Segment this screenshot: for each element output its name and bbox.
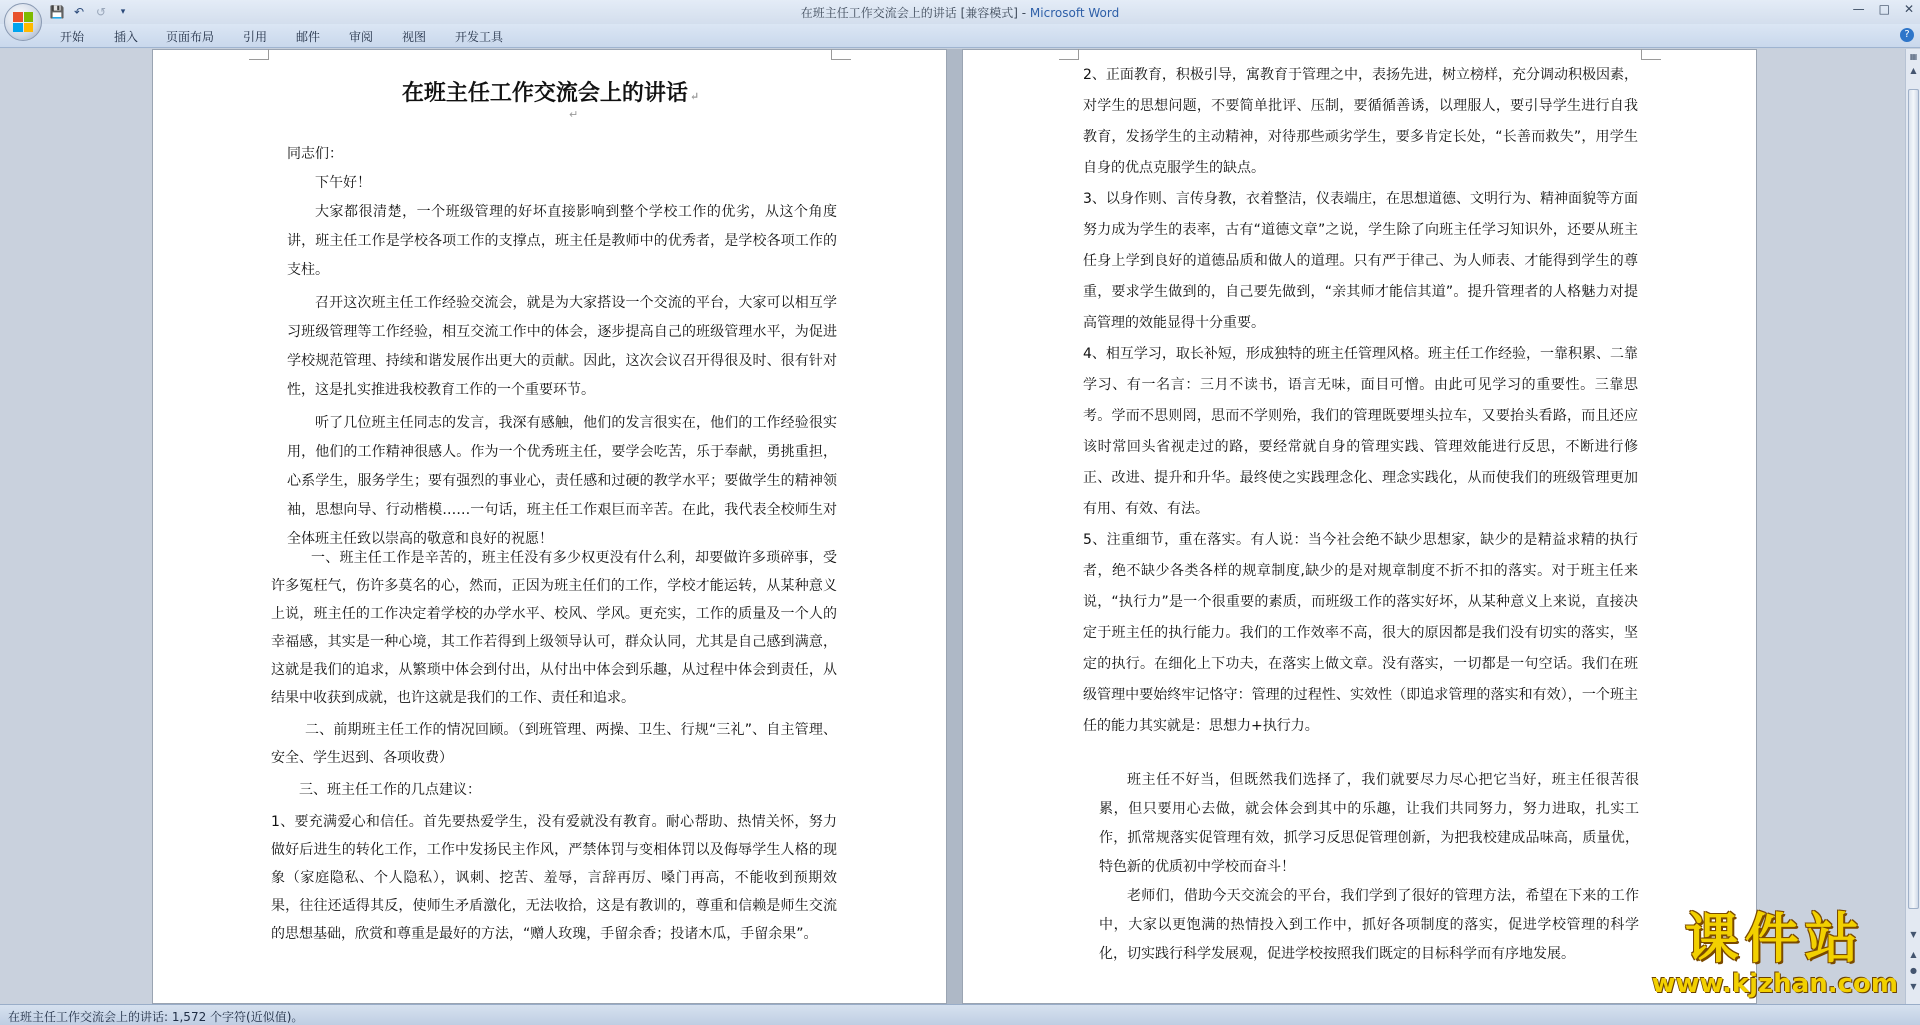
paragraph bbox=[1099, 766, 1639, 969]
document-area bbox=[0, 49, 1905, 1004]
maximize-icon[interactable]: □ bbox=[1878, 2, 1890, 16]
paragraph: 召开这次班主任工作经验交流会，就是为大家搭设一个交流的平台，大家可以相互学习班级管理等工作经验，相互交流工作中的体会，逐步提高自己的班级管理水平，为促进学校规范管理、持续和谐发展作出更大的贡献。因此，这次会议召开得很及时、很有针对性，这是扎实推进我校教育工作的一个重要环节。 bbox=[287, 295, 837, 398]
tab-view[interactable]: 视图 bbox=[402, 30, 427, 44]
title-bar bbox=[0, 0, 1920, 24]
dropdown-icon[interactable]: ▾ bbox=[120, 7, 126, 17]
section-two: 二、前期班主任工作的情况回顾。（到班管理、两操、卫生、行规“三礼”、自主管理、安全、学生迟到、各项收费） bbox=[271, 722, 837, 766]
page-gap bbox=[947, 49, 962, 1004]
office-logo-icon bbox=[13, 12, 33, 32]
window-title-app: Microsoft Word bbox=[1029, 6, 1120, 20]
section-three: 三、班主任工作的几点建议： bbox=[299, 782, 481, 798]
paragraph-mark: ↵ bbox=[689, 90, 700, 103]
scroll-up-icon[interactable]: ▲ bbox=[1910, 66, 1917, 75]
point-two: 2、正面教育，积极引导，寓教育于管理之中，表扬先进，树立榜样，充分调动积极因素，对学生的思想问题，不要简单批评、压制，要循循善诱，以理服人，要引导学生进行自我教育，发扬学生的主动精神，对待那些顽劣学生，要多肯定长处，“长善而救失”，用学生自身的优点克服学生的缺点。 bbox=[1083, 67, 1638, 176]
redo-icon[interactable]: ↺ bbox=[95, 5, 107, 19]
minimize-icon[interactable]: — bbox=[1852, 2, 1865, 16]
salutation: 同志们： bbox=[287, 146, 343, 162]
window-controls bbox=[1853, 2, 1914, 16]
ribbon-tabs bbox=[0, 24, 1920, 48]
status-bar bbox=[0, 1004, 1920, 1025]
crop-mark bbox=[249, 49, 269, 60]
tab-insert[interactable]: 插入 bbox=[114, 30, 139, 44]
paragraph: 听了几位班主任同志的发言，我深有感触，他们的发言很实在，他们的工作经验很实用，他们的工作精神很感人。作为一个优秀班主任，要学会吃苦，乐于奉献，勇挑重担，心系学生，服务学生；要有强烈的事业心，责任感和过硬的教学水平；要做学生的精神领袖，思想向导、行动楷模……一句话，班主任工作艰巨而辛苦。在此，我代表全校师生对全体班主任致以崇高的敬意和良好的祝愿！ bbox=[287, 415, 837, 547]
tab-developer[interactable]: 开发工具 bbox=[455, 30, 504, 44]
page-right[interactable] bbox=[962, 49, 1757, 1004]
tab-mailings[interactable]: 邮件 bbox=[296, 30, 321, 44]
closing-paragraph: 班主任不好当，但既然我们选择了，我们就要尽力尽心把它当好，班主任很苦很累，但只要用心去做，就会体会到其中的乐趣，让我们共同努力，努力进取，扎实工作，抓常规落实促管理有效，抓学习反思促管理创新，为把我校建成品味高，质量优，特色新的优质初中学校而奋斗！ bbox=[1099, 772, 1639, 875]
document-title-text: 在班主任工作交流会上的讲话 bbox=[401, 80, 688, 106]
watermark-logo bbox=[1652, 909, 1898, 999]
office-button[interactable] bbox=[4, 3, 42, 41]
paragraph bbox=[271, 544, 837, 948]
scroll-down-icon[interactable]: ▼ bbox=[1910, 930, 1917, 939]
save-icon[interactable]: 💾 bbox=[49, 5, 65, 19]
status-text: 在班主任工作交流会上的讲话: 1,572 个字符(近似值)。 bbox=[8, 1010, 304, 1024]
crop-mark bbox=[831, 49, 851, 60]
point-four: 4、相互学习，取长补短，形成独特的班主任管理风格。班主任工作经验，一靠积累、二靠学习、有一名言：三月不读书，语言无味，面目可憎。由此可见学习的重要性。三靠思考。学而不思则罔，思而不学则殆，我们的管理既要埋头拉车，又要抬头看路，而且还应该时常回头省视走过的路，要经常就自身的管理实践、管理效能进行反思，不断进行修正、改进、提升和升华。最终使之实践理念化、理念实践化，从而使我们的班级管理更加有用、有效、有法。 bbox=[1083, 346, 1638, 517]
point-five: 5、注重细节，重在落实。有人说：当今社会绝不缺少思想家，缺少的是精益求精的执行者，绝不缺少各类各样的规章制度,缺少的是对规章制度不折不扣的落实。对于班主任来说，“执行力”是一个很重要的素质，而班级工作的落实好坏，从某种意义上来说，直接决定于班主任的执行能力。我们的工作效率不高，很大的原因都是我们没有切实的落实，坚定的执行。在细化上下功夫，在落实上做文章。没有落实，一切都是一句空话。我们在班级管理中要始终牢记恪守：管理的过程性、实效性（即追求管理的落实和有效），一个班主任的能力其实就是：思想力+执行力。 bbox=[1083, 532, 1638, 734]
close-icon[interactable]: ✕ bbox=[1903, 2, 1914, 16]
tab-home[interactable]: 开始 bbox=[60, 30, 85, 44]
paragraph bbox=[1083, 60, 1638, 742]
window-title bbox=[0, 4, 1920, 21]
greeting: 下午好！ bbox=[315, 175, 371, 191]
tab-review[interactable]: 审阅 bbox=[349, 30, 374, 44]
help-icon[interactable]: ? bbox=[1900, 28, 1914, 42]
watermark-text: 课件站 bbox=[1684, 907, 1865, 970]
undo-icon[interactable]: ↶ bbox=[73, 5, 85, 19]
document-title bbox=[153, 76, 948, 107]
crop-mark bbox=[1059, 49, 1079, 60]
tab-page-layout[interactable]: 页面布局 bbox=[166, 30, 215, 44]
point-three: 3、以身作则、言传身教，衣着整洁，仪表端庄，在思想道德、文明行为、精神面貌等方面努力成为学生的表率，古有“道德文章”之说，学生除了向班主任学习知识外，还要从班主任身上学到良好的道德品质和做人的道理。只有严于律己、为人师表、才能得到学生的尊重，要求学生做到的，自己要先做到，“亲其师才能信其道”。提升管理者的人格魅力对提高管理的效能显得十分重要。 bbox=[1083, 191, 1638, 331]
closing-paragraph: 老师们，借助今天交流会的平台，我们学到了很好的管理方法，希望在下来的工作中，大家以更饱满的热情投入到工作中，抓好各项制度的落实，促进学校管理的科学化，切实践行科学发展观，促进学校按照我们既定的目标科学而有序地发展。 bbox=[1099, 888, 1639, 962]
window-title-doc: 在班主任工作交流会上的讲话 [兼容模式] - bbox=[800, 6, 1030, 20]
paragraph-mark: ↵ bbox=[569, 108, 579, 121]
crop-mark bbox=[1641, 49, 1661, 60]
browse-object-icon[interactable]: ● bbox=[1910, 966, 1917, 975]
scrollbar-thumb[interactable] bbox=[1908, 89, 1919, 909]
ruler-toggle-icon[interactable]: ▦ bbox=[1909, 52, 1918, 61]
point-one: 1、要充满爱心和信任。首先要热爱学生，没有爱就没有教育。耐心帮助、热情关怀，努力做好后进生的转化工作，工作中发扬民主作风，严禁体罚与变相体罚以及侮辱学生人格的现象（家庭隐私、个人隐私），讽刺、挖苦、羞辱，言辞再厉、嗓门再高，不能收到预期效果，往往还适得其反，使师生矛盾激化，无法收拾，这是有教训的，尊重和信赖是师生交流的思想基础，欣赏和尊重是最好的方法，“赠人玫瑰，手留余香；投诸木瓜，手留余果”。 bbox=[271, 814, 837, 942]
watermark-url: www.kjzhan.com bbox=[1651, 969, 1898, 999]
section-one: 一、班主任工作是辛苦的，班主任没有多少权更没有什么利，却要做许多琐碎事，受许多冤枉气，伤许多莫名的心，然而，正因为班主任们的工作，学校才能运转，从某种意义上说，班主任的工作决定着学校的办学水平、校风、学风。更充实，工作的质量及一个人的幸福感，其实是一种心境，其工作若得到上级领导认可，群众认同，尤其是自己感到满意，这就是我们的追求，从繁琐中体会到付出，从付出中体会到乐趣，从过程中体会到责任，从结果中收获到成就，也许这就是我们的工作、责任和追求。 bbox=[271, 550, 837, 706]
tab-references[interactable]: 引用 bbox=[243, 30, 268, 44]
paragraph: 大家都很清楚，一个班级管理的好坏直接影响到整个学校工作的优劣，从这个角度讲，班主任工作是学校各项工作的支撑点，班主任是教师中的优秀者，是学校各项工作的支柱。 bbox=[287, 204, 837, 278]
next-page-icon[interactable]: ▼ bbox=[1910, 982, 1917, 991]
page-left[interactable] bbox=[152, 49, 947, 1004]
previous-page-icon[interactable]: ▲ bbox=[1910, 950, 1917, 959]
paragraph bbox=[287, 140, 837, 554]
vertical-scrollbar[interactable] bbox=[1905, 49, 1920, 1004]
